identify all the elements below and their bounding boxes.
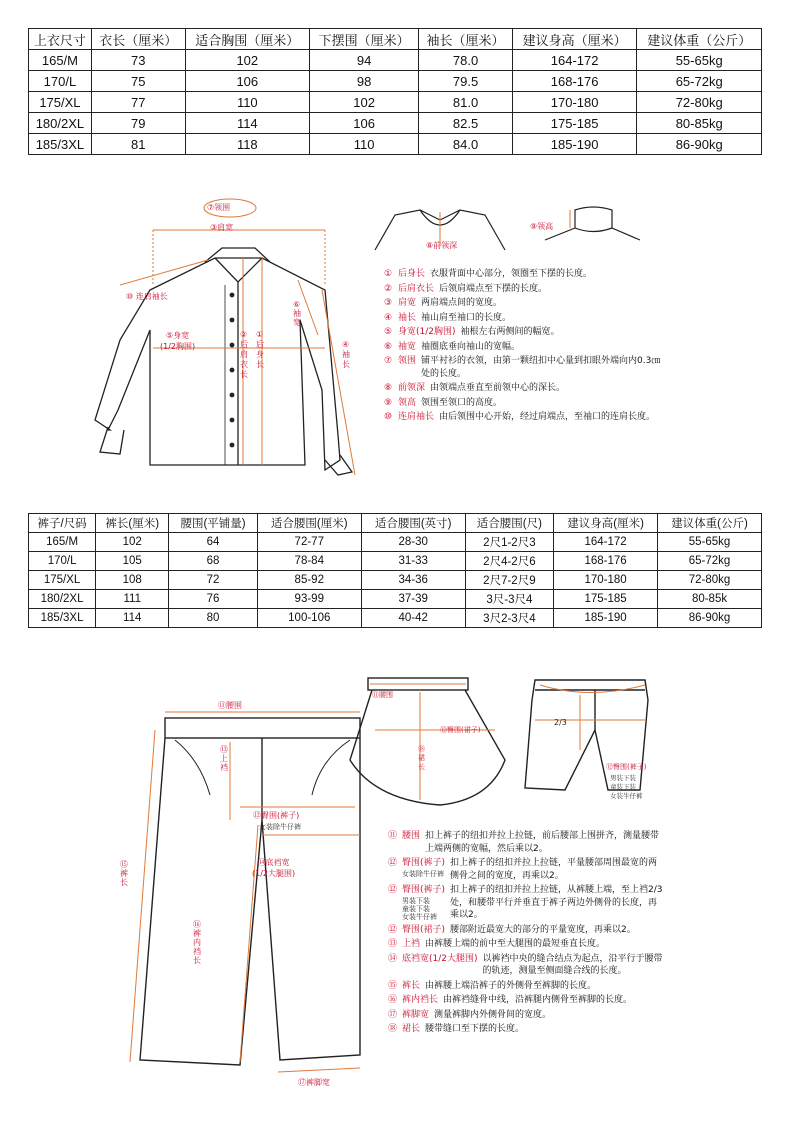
table-cell: 110: [310, 134, 419, 155]
table-cell: 164-172: [512, 50, 637, 71]
table-cell: 81.0: [419, 92, 513, 113]
legend-number: ⑱: [388, 1024, 398, 1034]
inseam-text: 裤内裆长: [193, 929, 201, 965]
legend-description: 后领肩端点至下摆的长度。: [439, 283, 548, 294]
legend-description: 腰带缝口至下摆的长度。: [425, 1024, 525, 1034]
table-cell: 100-106: [257, 609, 361, 628]
table-cell: 79: [91, 113, 185, 134]
legend-description: 由后领围中心开始，经过肩端点，至袖口的连肩长度。: [439, 412, 656, 422]
legend-number: ⑨: [384, 397, 393, 408]
back-body-label: [256, 330, 266, 370]
legend-item: [384, 397, 664, 410]
table-cell: 2尺7-2尺9: [465, 571, 554, 590]
collar-label: ⑦领围: [207, 203, 231, 212]
waist-label: ⑪腰围: [218, 701, 242, 710]
length-num: ⑮: [120, 860, 128, 869]
front-neck-label: ⑧前领深: [426, 241, 458, 250]
table-cell: 72-77: [257, 533, 361, 552]
table-header: 建议身高（厘米）: [512, 29, 637, 50]
table-cell: 31-33: [361, 552, 465, 571]
legend-item: [384, 326, 664, 339]
sleeve-num: ④: [342, 340, 350, 349]
table-cell: 94: [310, 50, 419, 71]
table-cell: 82.5: [419, 113, 513, 134]
sleeve-text: 袖长: [342, 350, 350, 369]
legend-item: [388, 980, 663, 993]
table-cell: 185/3XL: [29, 134, 92, 155]
table-cell: 165/M: [29, 50, 92, 71]
legend-item: [388, 994, 663, 1007]
table-cell: 102: [310, 92, 419, 113]
legend-item: [384, 355, 664, 380]
table-cell: 65-72kg: [637, 71, 762, 92]
table-cell: 168-176: [512, 71, 637, 92]
table-header: 下摆围（厘米）: [310, 29, 419, 50]
legend-label: 身宽(1/2胸围): [398, 327, 456, 337]
table-cell: 175/XL: [29, 92, 92, 113]
table-header: 适合腰围(尺): [465, 514, 554, 533]
table-cell: 85-92: [257, 571, 361, 590]
table-row: [29, 552, 762, 571]
legend-sub-note: 女装除牛仔裤: [402, 869, 444, 878]
table-cell: 64: [169, 533, 258, 552]
legend-description: 由裤裆缝骨中线，沿裤腿内侧骨至裤脚的长度。: [443, 995, 633, 1005]
table-cell: 68: [169, 552, 258, 571]
legend-number: ⑯: [388, 995, 398, 1005]
legend-description: 以裤裆中央的缝合结点为起点，沿平行于腰带的轨迹，测量至侧面缝合线的长度。: [482, 953, 663, 976]
skirt-length-label: [418, 745, 428, 772]
table-header-row: [29, 514, 762, 533]
table-header: 裤子/尺码: [29, 514, 96, 533]
back-length-label: [240, 330, 250, 380]
legend-label: 裤脚宽: [402, 1009, 430, 1020]
legend-label: 肩宽: [398, 298, 417, 308]
table-cell: 75: [91, 71, 185, 92]
legend-description: 由裤腰上端的前中至大腿围的最短垂直长度。: [425, 939, 606, 949]
table-cell: 180/2XL: [29, 590, 96, 609]
table-cell: 55-65kg: [637, 50, 762, 71]
length-label: [120, 860, 130, 887]
legend-number: ⑥: [384, 341, 393, 352]
table-cell: 102: [96, 533, 169, 552]
legend-item: [384, 411, 664, 424]
length-text: 裤长: [120, 869, 128, 887]
chest-label: [160, 330, 195, 352]
legend-description: 袖山肩至袖口的长度。: [421, 312, 512, 323]
legend-description: 铺平衬衫的衣领，由第一颗纽扣中心量到扣眼外端向内0.3㎝处的长度。: [421, 356, 661, 379]
table-header: 适合腰围(厘米): [257, 514, 361, 533]
table-row: [29, 590, 762, 609]
legend-number: ②: [384, 283, 393, 294]
table-cell: 78.0: [419, 50, 513, 71]
top-size-table: [28, 28, 762, 155]
legend-description: 由领端点垂直至前领中心的深长。: [430, 383, 566, 393]
table-cell: 76: [169, 590, 258, 609]
table-cell: 118: [185, 134, 310, 155]
legend-label: 袖宽: [398, 341, 417, 352]
table-cell: 73: [91, 50, 185, 71]
legend-description: 扣上裤子的纽扣并拉上拉链，从裤腰上端，至上裆2/3处，和腰带平行并垂直于裤子两边外侧骨的长度，再乘以2。: [450, 885, 663, 920]
table-cell: 108: [96, 571, 169, 590]
table-cell: 185-190: [554, 609, 658, 628]
jeans-hip-notes: [610, 774, 643, 801]
legend-label: 后肩衣长: [398, 283, 435, 294]
legend-item: [388, 1023, 663, 1036]
back-length-num: ②: [240, 330, 248, 339]
thigh-sub: (1/2大腿围): [252, 869, 296, 878]
legend-sub-note: 男装下装: [402, 896, 430, 905]
table-cell: 84.0: [419, 134, 513, 155]
table-cell: 170-180: [512, 92, 637, 113]
legend-label: 上裆: [402, 939, 421, 949]
legend-number: ⑰: [388, 1009, 398, 1020]
jeans-note-1: 男装下装: [610, 774, 636, 782]
legend-number: ⑬: [388, 939, 398, 949]
table-cell: 81: [91, 134, 185, 155]
jeans-note-2: 童装下装: [610, 783, 636, 791]
thigh-label: [252, 857, 295, 879]
table-cell: 170/L: [29, 552, 96, 571]
legend-item: [388, 1009, 663, 1022]
table-cell: 80: [169, 609, 258, 628]
table-header-row: [29, 29, 762, 50]
legend-sub-note: 女装牛仔裤: [402, 912, 437, 921]
table-cell: 93-99: [257, 590, 361, 609]
chest-label-sub: (1/2胸围): [160, 342, 196, 351]
shoulder-label: ③肩宽: [210, 223, 234, 232]
legend-item: [384, 283, 664, 296]
table-header: 适合腰围(英寸): [361, 514, 465, 533]
table-row: [29, 113, 762, 134]
collar-height-label: ⑨领高: [530, 222, 554, 231]
table-cell: 110: [185, 92, 310, 113]
table-header: 建议体重（公斤）: [637, 29, 762, 50]
table-cell: 79.5: [419, 71, 513, 92]
table-cell: 2尺4-2尺6: [465, 552, 554, 571]
table-cell: 180/2XL: [29, 113, 92, 134]
legend-item: [388, 857, 663, 882]
legend-description: 两肩端点间的宽度。: [421, 298, 503, 308]
table-cell: 175-185: [554, 590, 658, 609]
legend-sub-note: 童装下装: [402, 904, 430, 913]
table-cell: 98: [310, 71, 419, 92]
cuff-label: ⑥袖宽: [293, 300, 301, 327]
legend-description: 扣上裤子的纽扣并拉上拉链，前后腰部上围拼齐，测量腰带上端两侧的宽幅，然后乘以2。: [425, 831, 660, 854]
back-length-text: 后肩衣长: [240, 340, 248, 379]
legend-label: 臀围(裤子): [402, 885, 446, 895]
legend-label: 底裆宽(1/2大腿围): [402, 953, 478, 964]
legend-item: [388, 953, 663, 978]
legend-number: ⑪: [388, 831, 398, 841]
table-cell: 2尺1-2尺3: [465, 533, 554, 552]
table-cell: 78-84: [257, 552, 361, 571]
table-cell: 102: [185, 50, 310, 71]
table-cell: 28-30: [361, 533, 465, 552]
rise-label: [220, 745, 230, 772]
legend-number: ⑫: [388, 885, 398, 895]
table-row: [29, 50, 762, 71]
table-header: 袖长（厘米）: [419, 29, 513, 50]
table-cell: 80-85k: [658, 590, 762, 609]
two-thirds-label: 2/3: [554, 718, 567, 727]
legend-description: 领围至领口的高度。: [421, 397, 503, 408]
legend-label: 前领深: [398, 383, 426, 393]
skirt-waist-label: ⑪腰围: [372, 691, 393, 699]
table-cell: 165/M: [29, 533, 96, 552]
legend-number: ⑧: [384, 383, 393, 393]
legend-label: 袖长: [398, 312, 417, 323]
table-row: [29, 571, 762, 590]
table-cell: 185-190: [512, 134, 637, 155]
table-header: 适合胸围（厘米）: [185, 29, 310, 50]
pants-measurement-legend: [388, 830, 663, 1038]
skirt-length-text: 裙长: [418, 754, 425, 771]
table-row: [29, 134, 762, 155]
table-row: [29, 92, 762, 113]
table-cell: 106: [185, 71, 310, 92]
table-cell: 168-176: [554, 552, 658, 571]
chest-label-main: ⑤身宽: [165, 331, 190, 340]
table-cell: 164-172: [554, 533, 658, 552]
table-cell: 72-80kg: [637, 92, 762, 113]
table-cell: 175-185: [512, 113, 637, 134]
table-cell: 40-42: [361, 609, 465, 628]
legend-label: 裤长: [402, 980, 421, 991]
legend-label: 腰围: [402, 831, 421, 841]
legend-description: 由裤腰上端沿裤子的外侧骨至裤脚的长度。: [425, 980, 597, 991]
legend-item: [388, 924, 663, 937]
table-cell: 80-85kg: [637, 113, 762, 134]
legend-number: ⑦: [384, 356, 393, 366]
legend-item: [384, 297, 664, 310]
table-cell: 55-65kg: [658, 533, 762, 552]
legend-description: 测量裤脚内外侧骨间的宽度。: [434, 1009, 552, 1020]
legend-description: 腰部附近最宽大的部分的平量宽度，再乘以2。: [450, 924, 636, 935]
legend-label: 裙长: [402, 1024, 421, 1034]
table-header: 腰围(平铺量): [169, 514, 258, 533]
legend-number: ①: [384, 269, 393, 279]
legend-label: 臀围(裤子): [402, 858, 446, 868]
table-cell: 86-90kg: [658, 609, 762, 628]
back-body-num: ①: [256, 330, 264, 339]
thigh-text: ⑭底裆宽: [257, 858, 290, 867]
legend-item: [388, 830, 663, 855]
legend-number: ⑮: [388, 980, 398, 991]
inseam-label: [193, 920, 203, 965]
legend-number: ⑤: [384, 327, 393, 337]
table-cell: 86-90kg: [637, 134, 762, 155]
legend-number: ⑭: [388, 953, 398, 964]
table-cell: 106: [310, 113, 419, 134]
legend-number: ③: [384, 298, 393, 308]
table-cell: 105: [96, 552, 169, 571]
legend-item: [388, 938, 663, 951]
table-cell: 37-39: [361, 590, 465, 609]
legend-label: 领围: [398, 356, 417, 366]
table-cell: 170/L: [29, 71, 92, 92]
table-row: [29, 609, 762, 628]
table-header: 上衣尺寸: [29, 29, 92, 50]
legend-number: ④: [384, 312, 393, 323]
sleeve-label: [342, 340, 352, 370]
table-cell: 114: [185, 113, 310, 134]
hip-label: ⑫臀围(裤子): [253, 811, 300, 820]
legend-label: 连肩袖长: [398, 412, 435, 422]
legend-item: [384, 268, 664, 281]
table-cell: 34-36: [361, 571, 465, 590]
legend-item: [384, 312, 664, 325]
table-cell: 3尺2-3尺4: [465, 609, 554, 628]
legend-description: 扣上裤子的纽扣并拉上拉链，平量腰部周围最宽的两侧骨之间的宽度，再乘以2。: [450, 858, 658, 881]
legend-description: 袖圈底垂向袖山的宽幅。: [421, 341, 521, 352]
legend-item: [384, 341, 664, 354]
legend-label: 臀围(裙子): [402, 924, 446, 935]
rise-text: 上裆: [220, 754, 228, 772]
table-cell: 65-72kg: [658, 552, 762, 571]
legend-label: 裤内裆长: [402, 995, 439, 1005]
legend-description: 衣服背面中心部分，领圈至下摆的长度。: [430, 269, 593, 279]
shirt-measurement-legend: [384, 268, 664, 426]
table-cell: 72: [169, 571, 258, 590]
table-cell: 170-180: [554, 571, 658, 590]
table-row: [29, 533, 762, 552]
back-body-text: 后身长: [256, 340, 264, 369]
legend-item: [384, 382, 664, 395]
skirt-hip-label: ⑫臀围(裙子): [440, 726, 481, 734]
legend-label: 领高: [398, 397, 417, 408]
legend-label: 后身长: [398, 269, 426, 279]
skirt-length-num: ⑱: [418, 745, 425, 753]
legend-number: ⑫: [388, 924, 398, 935]
table-cell: 72-80kg: [658, 571, 762, 590]
table-header: 裤长(厘米): [96, 514, 169, 533]
pants-size-table: [28, 513, 762, 628]
table-cell: 175/XL: [29, 571, 96, 590]
table-row: [29, 71, 762, 92]
table-cell: 111: [96, 590, 169, 609]
inseam-num: ⑯: [193, 920, 201, 929]
legend-number: ⑫: [388, 858, 398, 868]
table-cell: 3尺-3尺4: [465, 590, 554, 609]
table-header: 衣长（厘米）: [91, 29, 185, 50]
table-cell: 114: [96, 609, 169, 628]
shoulder-sleeve-label: ⑩ 连肩袖长: [126, 292, 168, 301]
table-header: 建议体重(公斤): [658, 514, 762, 533]
hem-label: ⑰裤脚宽: [298, 1078, 330, 1087]
table-cell: 185/3XL: [29, 609, 96, 628]
legend-item: [388, 884, 663, 922]
table-cell: 77: [91, 92, 185, 113]
rise-num: ⑬: [220, 745, 228, 754]
legend-number: ⑩: [384, 412, 393, 422]
legend-description: 袖根左右两侧间的幅宽。: [460, 327, 560, 337]
hip-note: 女装除牛仔裤: [259, 823, 301, 831]
table-header: 建议身高(厘米): [554, 514, 658, 533]
jeans-note-3: 女装牛仔裤: [610, 792, 643, 800]
jeans-hip-label: ⑫臀围(裤子): [606, 763, 647, 771]
